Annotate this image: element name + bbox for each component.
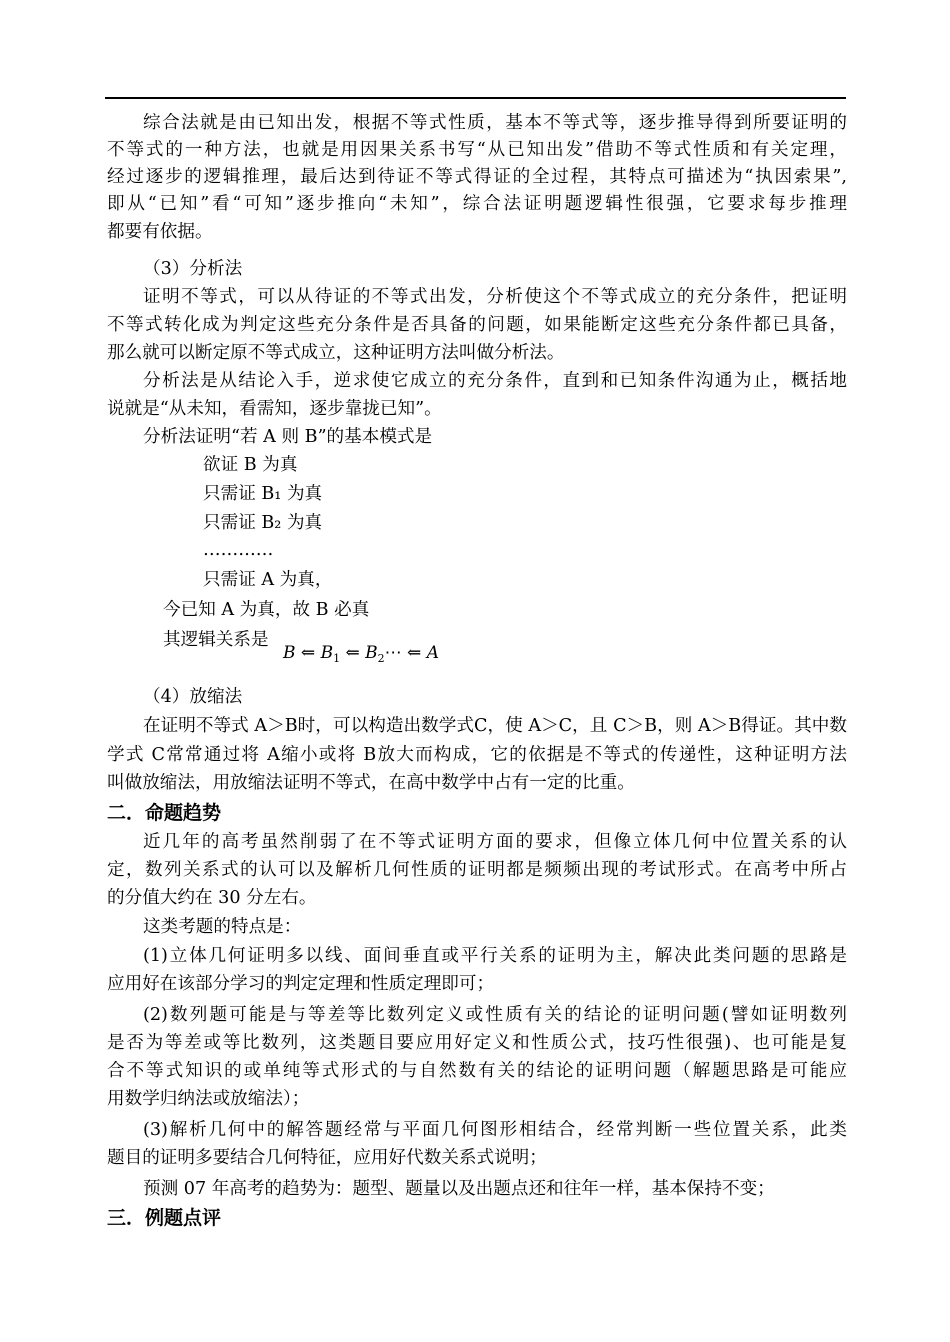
text-line: 都要有依据。: [107, 222, 213, 242]
text-line: 叫做放缩法，用放缩法证明不等式，在高中数学中占有一定的比重。: [107, 773, 635, 793]
logic-formula: [283, 640, 439, 672]
text-line: 题目的证明多要结合几何特征，应用好代数关系式说明；: [107, 1148, 547, 1168]
arrow-symbol: ⇐: [345, 643, 360, 663]
arrow-symbol: ⇐: [300, 643, 316, 663]
step-line: 只需证 A 为真，: [203, 570, 333, 590]
text-line: 学式 C常常通过将 A缩小或将 B放大而构成，它的依据是不等式的传递性，这种证明方法: [107, 745, 847, 765]
formula-term: A: [426, 643, 439, 663]
step-line: 只需证 B₁ 为真: [203, 484, 323, 504]
text-line: 即从“已知”看“可知”逐步推向“未知”，综合法证明题逻辑性很强，它要求每步推理: [107, 194, 847, 214]
step-line: …………: [203, 540, 274, 560]
text-line: 证明不等式，可以从待证的不等式出发，分析使这个不等式成立的充分条件，把证明: [143, 287, 847, 307]
text-line: 合不等式知识的或单纯等式形式的与自然数有关的结论的证明问题（解题思路是可能应: [107, 1061, 847, 1081]
section-heading: 三．例题点评: [107, 1207, 222, 1229]
text-line: 不等式转化成为判定这些充分条件是否具备的问题，如果能断定这些充分条件都已具备，: [107, 315, 847, 335]
logic-label: 其逻辑关系是: [163, 630, 269, 650]
subsection-title: （3）分析法: [143, 259, 243, 279]
text-line: 预测 07 年高考的趋势为：题型、题量以及出题点还和往年一样，基本保持不变；: [143, 1179, 775, 1199]
text-line: 定，数列关系式的认可以及解析几何性质的证明都是频频出现的考试形式。在高考中所占: [107, 860, 847, 880]
formula-subscript: 1: [333, 652, 341, 665]
text-line: 不等式的一种方法，也就是用因果关系书写“从已知出发”借助不等式性质和有关定理，: [107, 140, 847, 160]
step-line: 欲证 B 为真: [203, 455, 298, 475]
text-line: 分析法是从结论入手，逆求使它成立的充分条件，直到和已知条件沟通为止，概括地: [143, 371, 847, 391]
mode-intro: 分析法证明“若 A 则 B”的基本模式是: [143, 427, 433, 447]
section-heading: 二．命题趋势: [107, 802, 222, 824]
header-rule: [105, 97, 846, 99]
features-intro: 这类考题的特点是：: [143, 917, 302, 937]
text-line: 近几年的高考虽然削弱了在不等式证明方面的要求，但像立体几何中位置关系的认: [143, 832, 847, 852]
step-line: 只需证 B₂ 为真: [203, 513, 323, 533]
text-line: 应用好在该部分学习的判定定理和性质定理即可；: [107, 974, 495, 994]
text-line: 那么就可以断定原不等式成立，这种证明方法叫做分析法。: [107, 343, 565, 363]
text-line: 综合法就是由已知出发，根据不等式性质，基本不等式等，逐步推导得到所要证明的: [143, 113, 847, 133]
text-line: (3)解析几何中的解答题经常与平面几何图形相结合，经常判断一些位置关系，此类: [143, 1120, 847, 1140]
formula-term: B: [365, 643, 378, 663]
ellipsis-symbol: ⋯: [384, 643, 402, 663]
text-line: (1)立体几何证明多以线、面间垂直或平行关系的证明为主，解决此类问题的思路是: [143, 946, 847, 966]
formula-subscript: 2: [377, 652, 385, 665]
formula-term: B: [320, 643, 334, 663]
text-line: 经过逐步的逻辑推理，最后达到待证不等式得证的全过程，其特点可描述为“执因索果”,: [107, 167, 847, 187]
subsection-title: （4）放缩法: [143, 687, 243, 707]
text-line: 说就是“从未知，看需知，逐步靠拢已知”。: [107, 399, 442, 419]
formula-term: B: [283, 643, 296, 663]
text-line: (2)数列题可能是与等差等比数列定义或性质有关的结论的证明问题(譬如证明数列: [143, 1005, 847, 1025]
text-line: 的分值大约在 30 分左右。: [107, 888, 317, 908]
text-line: 在证明不等式 A＞B时，可以构造出数学式C，使 A＞C，且 C＞B，则 A＞B得证。其中数: [143, 716, 847, 736]
arrow-symbol: ⇐: [407, 643, 422, 663]
conclusion-line: 今已知 A 为真，故 B 必真: [163, 600, 370, 620]
text-line: 用数学归纳法或放缩法）；: [107, 1089, 310, 1109]
text-line: 是否为等差或等比数列，这类题目要应用好定义和性质公式，技巧性很强)、也可能是复: [107, 1033, 847, 1053]
